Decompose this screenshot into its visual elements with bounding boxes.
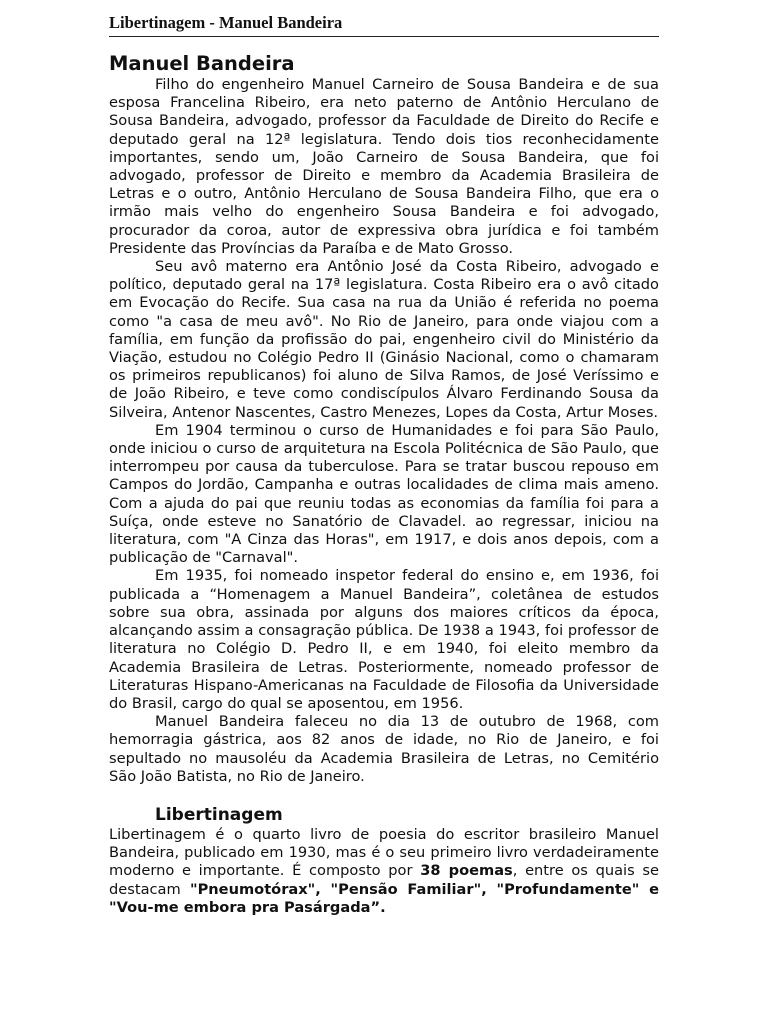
paragraph-grandfather: Seu avô materno era Antônio José da Costa Ribeiro, advogado e político, deputado geral na 17ª legislatura. Costa Ribeiro era o avô citado em Evocação do Recife. Sua casa na rua da União é referida no poema como "a casa de meu avô". No Rio de Janeiro, para onde viajou com a família, em função da profissão do pai, engenheiro civil do Ministério da Viação, estudou no Colégio Pedro II (Ginásio Nacional, como o chamaram os primeiros republicanos) foi aluno de Silva Ramos, de José Veríssimo e de João Ribeiro, e teve como condiscípulos Álvaro Ferdinando Sousa da Silveira, Antenor Nascentes, Castro Menezes, Lopes da Costa, Artur Moses. xyxy=(109,258,659,421)
paragraph-family: Filho do engenheiro Manuel Carneiro de Sousa Bandeira e de sua esposa Francelina Ribeiro, era neto paterno de Antônio Herculano de Sousa Bandeira, advogado, professor da Faculdade de Direito do Recife e deputado geral na 12ª legislatura. Tendo dois tios reconhecidamente importantes, sendo um, João Carneiro de Sousa Bandeira, que foi advogado, professor de Direito e membro da Academia Brasileira de Letras e o outro, Antônio Herculano de Sousa Bandeira Filho, que era o irmão mais velho do engenheiro Sousa Bandeira e foi advogado, procurador da coroa, autor de expressiva obra jurídica e foi também Presidente das Províncias da Paraíba e de Mato Grosso. xyxy=(109,76,659,257)
section-text-middle: , entre os quais se destacam xyxy=(109,862,659,898)
article-title: Manuel Bandeira xyxy=(109,52,295,75)
section-paragraph xyxy=(109,826,659,917)
poem-count: 38 poemas xyxy=(420,862,513,880)
featured-poems: "Pneumotórax", "Pensão Familiar", "Profundamente" e "Vou-me embora pra Pasárgada”. xyxy=(109,880,660,916)
section-title: Libertinagem xyxy=(155,804,283,825)
paragraph-education: Em 1904 terminou o curso de Humanidades e foi para São Paulo, onde iniciou o curso de arquitetura na Escola Politécnica de São Paulo, que interrompeu por causa da tuberculose. Para se tratar buscou repouso em Campos do Jordão, Campanha e outras localidades de clima mais ameno. Com a ajuda do pai que reuniu todas as economias da família foi para a Suíça, onde esteve no Sanatório de Clavadel. ao regressar, iniciou na literatura, com "A Cinza das Horas", em 1917, e dois anos depois, com a publicação de "Carnaval". xyxy=(109,421,659,567)
paragraph-career: Em 1935, foi nomeado inspetor federal do ensino e, em 1936, foi publicada a “Homenagem a Manuel Bandeira”, coletânea de estudos sobre sua obra, assinada por alguns dos maiores críticos da época, alcançando assim a consagração pública. De 1938 a 1943, foi professor de literatura no Colégio D. Pedro II, e em 1940, foi eleito membro da Academia Brasileira de Letras. Posteriormente, nomeado professor de Literaturas Hispano-Americanas na Faculdade de Filosofia da Universidade do Brasil, cargo do qual se aposentou, em 1956. xyxy=(109,567,659,712)
section-text-intro: Libertinagem é o quarto livro de poesia do escritor brasileiro Manuel Bandeira, publicado em 1930, mas é o seu primeiro livro verdadeiramente moderno e importante. É composto por xyxy=(109,825,659,880)
document-page xyxy=(109,12,659,917)
running-header: Libertinagem - Manuel Bandeira xyxy=(109,12,659,37)
paragraph-death: Manuel Bandeira faleceu no dia 13 de outubro de 1968, com hemorragia gástrica, aos 82 anos de idade, no Rio de Janeiro, e foi sepultado no mausoléu da Academia Brasileira de Letras, no Cemitério São João Batista, no Rio de Janeiro. xyxy=(109,713,659,785)
